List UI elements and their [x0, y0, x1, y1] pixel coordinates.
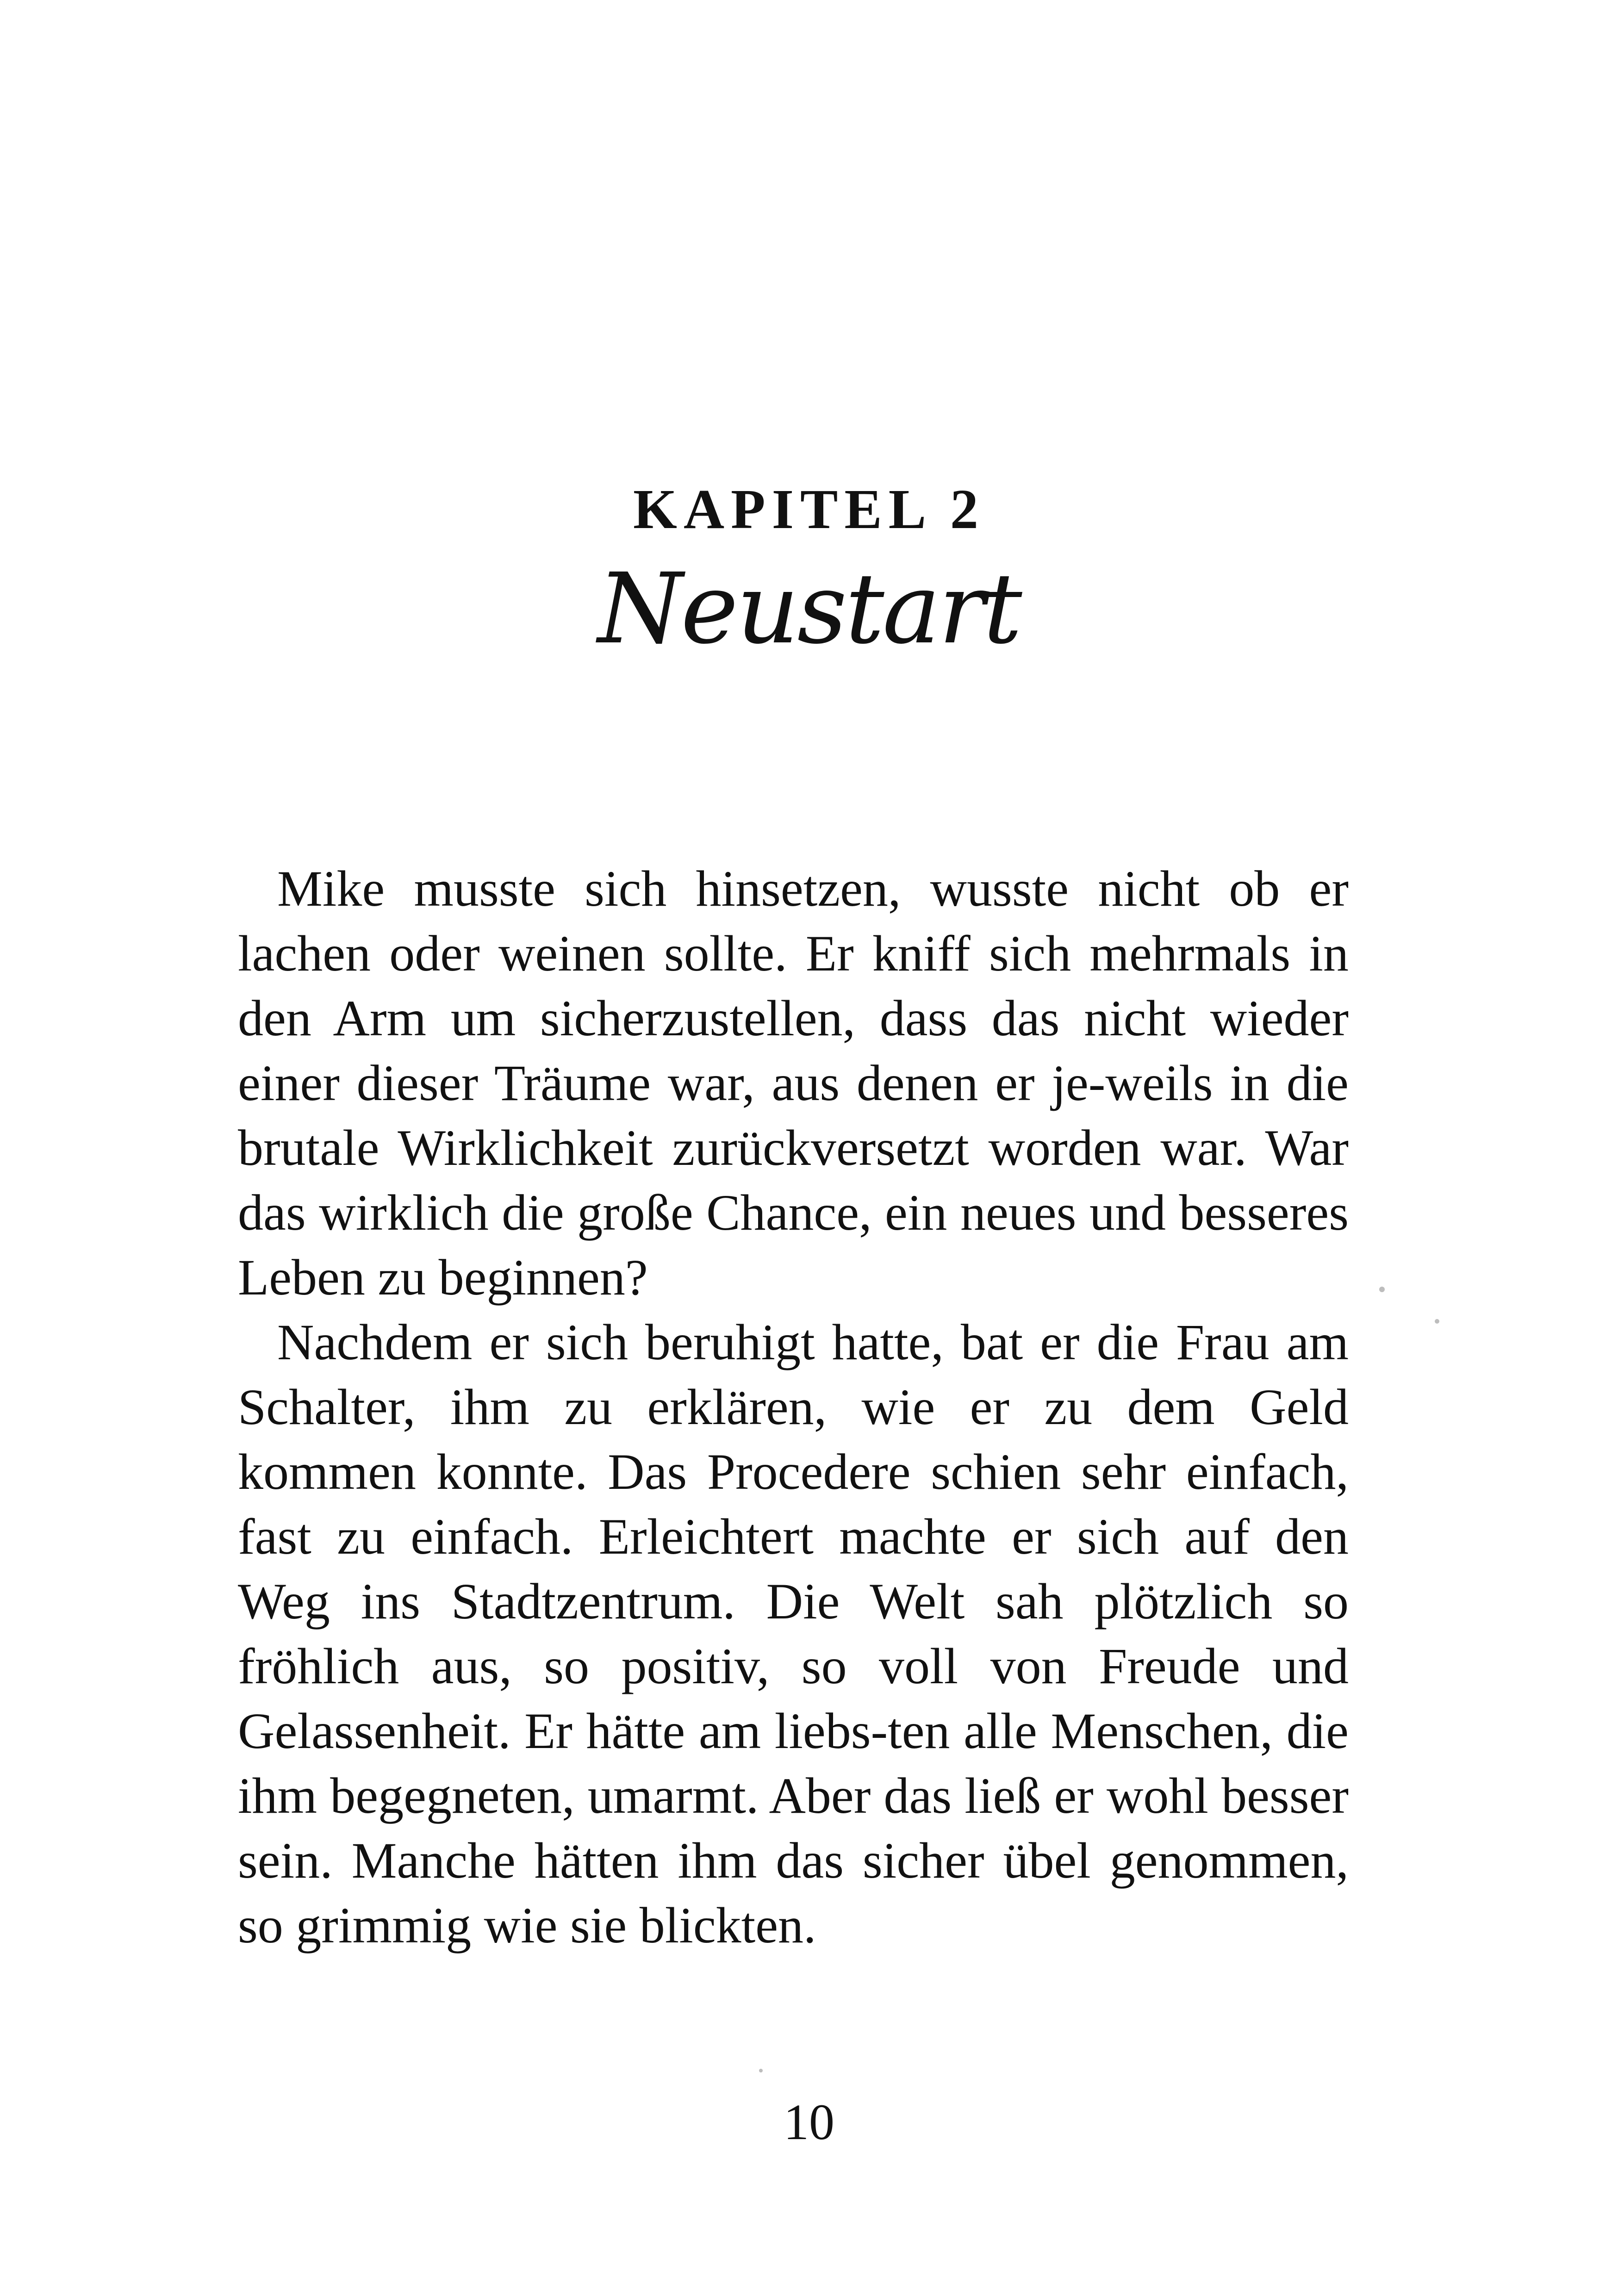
paragraph: Mike musste sich hinsetzen, wusste nicht ob er lachen oder weinen sollte. Er kniff sich mehrmals in den Arm um sicherzustellen, dass das nicht wieder einer dieser Träume war, aus denen er je-weils in die brutale Wirklichkeit zurückversetzt worden war. War das wirklich die große Chance, ein neues und besseres Leben zu beginnen?	[238, 860, 1349, 1306]
chapter-heading: KAPITEL 2	[633, 478, 985, 541]
chapter-title: Neustart	[597, 552, 1021, 666]
scan-speck	[1435, 1319, 1439, 1324]
chapter-body	[238, 856, 1349, 1958]
paragraph: Nachdem er sich beruhigt hatte, bat er die Frau am Schalter, ihm zu erklären, wie er zu dem Geld kommen konnte. Das Procedere schien sehr einfach, fast zu einfach. Erleichtert machte er sich auf den Weg ins Stadtzentrum. Die Welt sah plötzlich so fröhlich aus, so positiv, so voll von Freude und Gelassenheit. Er hätte am liebs-ten alle Menschen, die ihm begegneten, umarmt. Aber das ließ er wohl besser sein. Manche hätten ihm das sicher übel genommen, so grimmig wie sie blickten.	[238, 1314, 1349, 1954]
page-number: 10	[784, 2094, 834, 2150]
scan-speck	[759, 2069, 763, 2072]
scan-speck	[1379, 1287, 1385, 1292]
